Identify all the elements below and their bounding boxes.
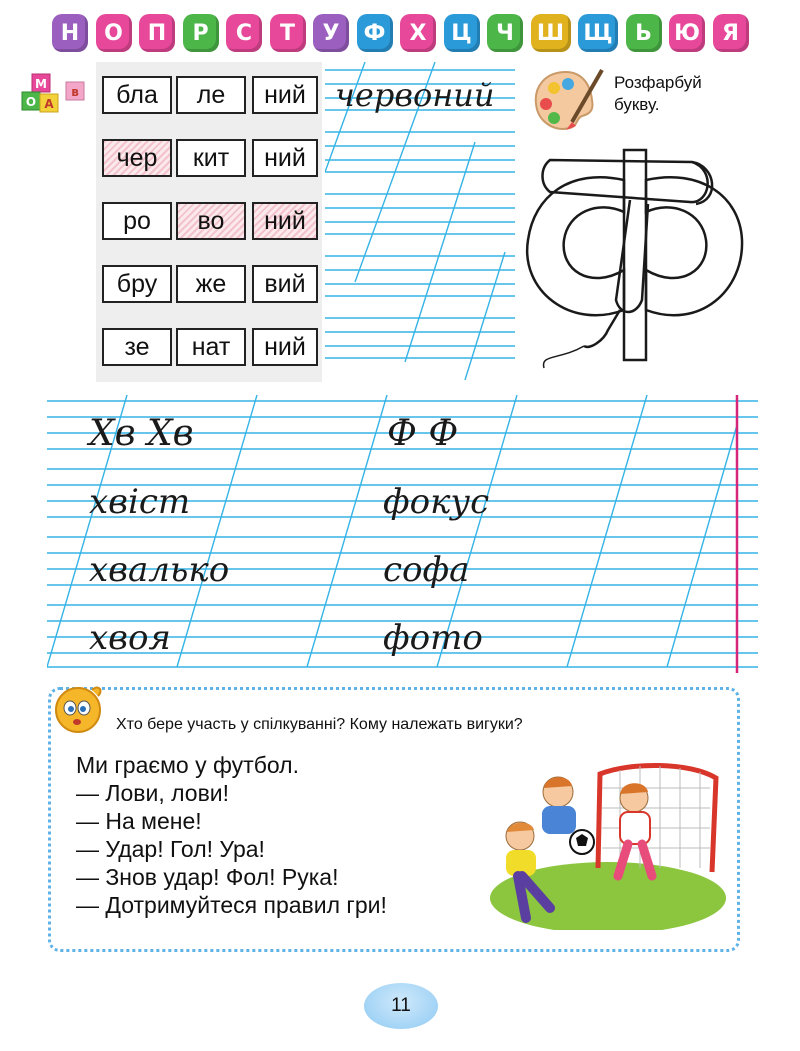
- syllable-cell: ний: [252, 328, 318, 366]
- paint-instruction-line1: Розфарбуй: [614, 73, 702, 92]
- alphabet-letter: Щ: [583, 20, 613, 46]
- syllable-cell: кит: [176, 139, 246, 177]
- alphabet-letter: Ц: [451, 20, 472, 46]
- alphabet-letter-tile: [357, 14, 393, 52]
- copy-letters-left: Хв Хв: [89, 413, 194, 454]
- alphabet-letter-tile: [713, 14, 749, 52]
- syllable-cell: нат: [176, 328, 246, 366]
- alphabet-letter: Ю: [674, 20, 700, 46]
- alphabet-letter-tile: [444, 14, 480, 52]
- alphabet-letter: Х: [409, 20, 427, 46]
- svg-text:А: А: [44, 97, 54, 111]
- dialog-line-3: — На мене!: [76, 808, 202, 834]
- alphabet-letter: Я: [722, 20, 739, 46]
- syllable-grid: [96, 62, 322, 382]
- svg-text:в: в: [71, 85, 79, 99]
- syllable-cell: во: [176, 202, 246, 240]
- alphabet-letter: П: [147, 20, 167, 46]
- alphabet-letter-tile: [487, 14, 523, 52]
- alphabet-letter-tile: [183, 14, 219, 52]
- alphabet-letter-tile: [226, 14, 262, 52]
- word-left-2: хвалько: [89, 550, 230, 590]
- alphabet-letter: Р: [192, 20, 209, 46]
- alphabet-letter: О: [104, 20, 123, 46]
- alphabet-letter: С: [235, 20, 253, 46]
- syllable-cell: ний: [252, 76, 318, 114]
- syllable-cell: зе: [102, 328, 172, 366]
- palette-icon: [532, 66, 608, 136]
- alphabet-letter: Ф: [363, 20, 386, 46]
- handwriting-practice-area: [47, 395, 758, 673]
- dialog-line-6: — Дотримуйтеся правил гри!: [76, 892, 387, 918]
- question-text: Хто бере участь у спілкуванні? Кому належать вигуки?: [116, 716, 523, 733]
- alphabet-letter: Ш: [536, 20, 565, 46]
- page-number: 11: [364, 983, 438, 1029]
- alphabet-letter-tile: [139, 14, 175, 52]
- alphabet-letter: Ь: [635, 20, 652, 46]
- dialog-line-2: — Лови, лови!: [76, 780, 230, 806]
- dialog-line-4: — Удар! Гол! Ура!: [76, 836, 265, 862]
- paint-instruction-line2: букву.: [614, 95, 660, 114]
- alphabet-letter-tile: [313, 14, 349, 52]
- syllable-cell: бру: [102, 265, 172, 303]
- syllable-cell: чер: [102, 139, 172, 177]
- alphabet-letter: Т: [279, 20, 295, 46]
- alphabet-letter-tile: [669, 14, 705, 52]
- letter-f-hairdryer-coloring: [520, 140, 750, 370]
- syllable-cell: ро: [102, 202, 172, 240]
- word-right-1: фокус: [383, 482, 490, 522]
- alphabet-letter-tile: [270, 14, 306, 52]
- alphabet-letter: У: [322, 20, 340, 46]
- syllable-cell: ний: [252, 139, 318, 177]
- paint-instruction: [614, 72, 702, 116]
- word-left-3: хвоя: [89, 618, 171, 658]
- dialog-line-1: Ми граємо у футбол.: [76, 752, 299, 778]
- copy-letters-right: Ф Ф: [387, 413, 459, 454]
- dialog-text: [76, 751, 387, 919]
- alphabet-letter-tile: [400, 14, 436, 52]
- alphabet-letter-tile: [52, 14, 88, 52]
- svg-text:О: О: [25, 95, 37, 109]
- alphabet-letter-tile: [578, 14, 618, 52]
- alphabet-letter: Н: [60, 20, 80, 46]
- word-right-3: фото: [383, 618, 483, 658]
- example-word: червоний: [335, 76, 495, 114]
- alphabet-letter-tile: [626, 14, 662, 52]
- children-football-illustration: [490, 758, 726, 930]
- alphabet-strip: [52, 14, 752, 54]
- syllable-cell: бла: [102, 76, 172, 114]
- writing-lines-small: [325, 62, 515, 380]
- alphabet-letter-tile: [531, 14, 571, 52]
- syllable-cell: ний: [252, 202, 318, 240]
- svg-text:М: М: [35, 77, 47, 91]
- word-right-2: софа: [383, 550, 470, 590]
- syllable-cell: же: [176, 265, 246, 303]
- letter-blocks-icon: [20, 72, 100, 118]
- alphabet-letter: Ч: [496, 20, 514, 46]
- syllable-cell: ле: [176, 76, 246, 114]
- word-left-1: хвіст: [89, 482, 191, 522]
- alphabet-letter-tile: [96, 14, 132, 52]
- dialog-line-5: — Знов удар! Фол! Рука!: [76, 864, 339, 890]
- thinking-face-icon: [52, 680, 108, 734]
- syllable-cell: вий: [252, 265, 318, 303]
